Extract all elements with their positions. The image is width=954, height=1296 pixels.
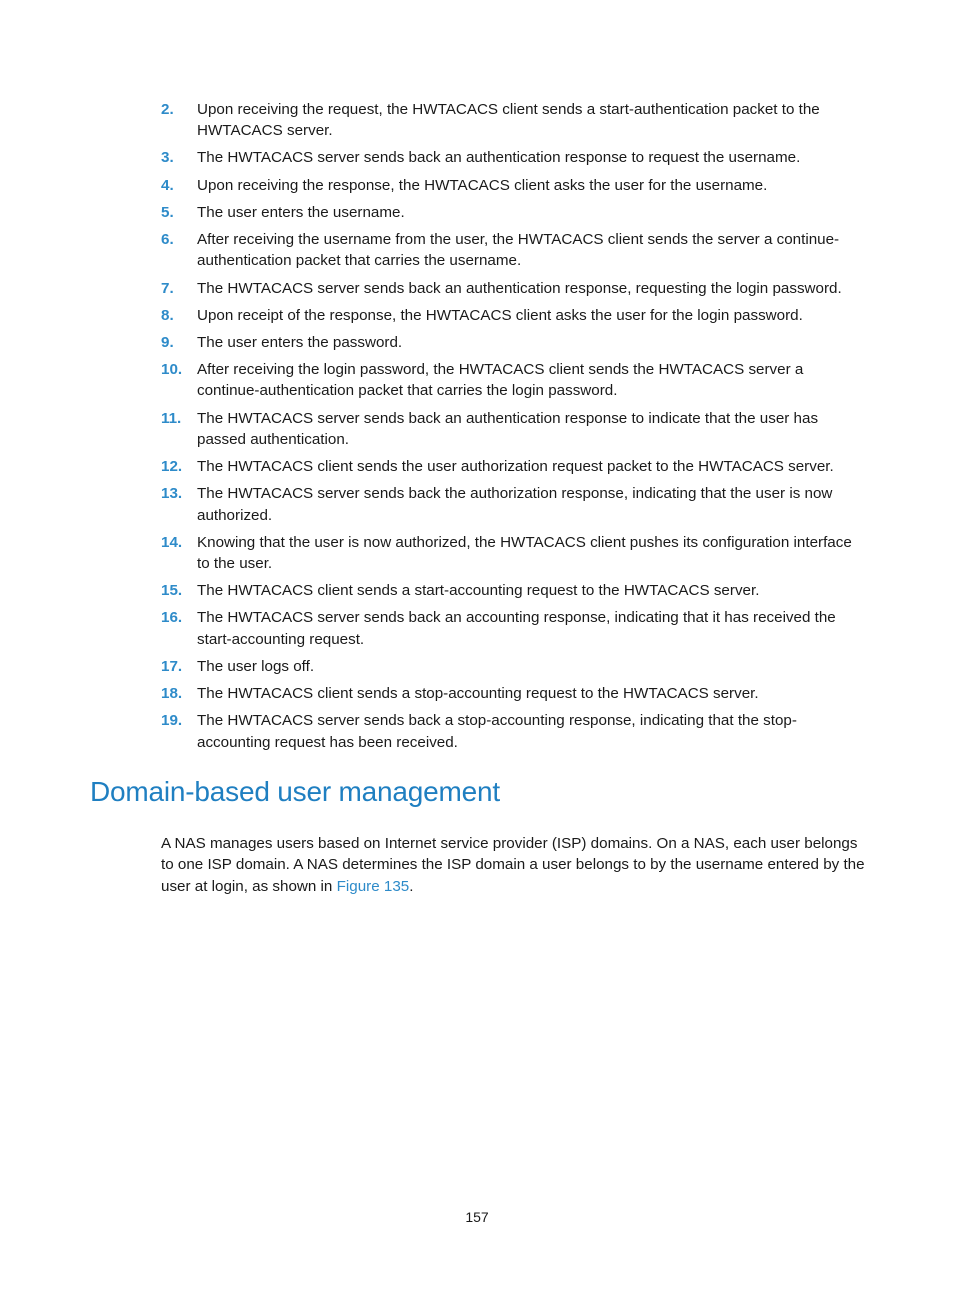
step-text: The HWTACACS server sends back a stop-accounting response, indicating that the stop-accounting request has been received. <box>197 712 797 751</box>
list-item <box>161 305 867 326</box>
figure-link[interactable]: Figure 135 <box>336 877 410 895</box>
step-text: Upon receipt of the response, the HWTACACS client asks the user for the login password. <box>197 306 803 324</box>
list-item <box>161 656 867 677</box>
section-heading: Domain-based user management <box>90 776 500 807</box>
step-number: 14. <box>161 533 183 551</box>
step-number: 3. <box>161 149 174 167</box>
list-item <box>161 278 867 299</box>
list-item <box>161 532 867 575</box>
step-number: 7. <box>161 279 174 297</box>
list-item <box>161 147 867 168</box>
step-text: The HWTACACS client sends the user authorization request packet to the HWTACACS server. <box>197 458 834 476</box>
step-text: The HWTACACS server sends back an authentication response, requesting the login password. <box>197 279 842 297</box>
step-text: The HWTACACS server sends back an authentication response to indicate that the user has passed authentication. <box>197 409 819 448</box>
step-text: The HWTACACS server sends back the authorization response, indicating that the user is now authorized. <box>197 485 833 524</box>
step-number: 6. <box>161 231 174 249</box>
step-number: 8. <box>161 306 174 324</box>
list-item <box>161 332 867 353</box>
step-text: Upon receiving the request, the HWTACACS client sends a start-authentication packet to the HWTACACS server. <box>197 101 820 140</box>
step-number: 19. <box>161 712 183 730</box>
step-number: 11. <box>161 409 182 427</box>
list-item <box>161 483 867 526</box>
step-text: The user enters the username. <box>197 203 405 221</box>
paragraph-text: A NAS manages users based on Internet service provider (ISP) domains. On a NAS, each user belongs to one ISP domain. A NAS determines the ISP domain a user belongs to by the username entered by the user at login, as shown in <box>161 835 865 895</box>
step-number: 9. <box>161 333 174 351</box>
list-item <box>161 229 867 272</box>
step-text: The HWTACACS server sends back an accounting response, indicating that it has received the start-accounting request. <box>197 609 836 648</box>
step-number: 5. <box>161 203 174 221</box>
step-text: After receiving the login password, the HWTACACS client sends the HWTACACS server a continue-authentication packet that carries the login password. <box>197 361 804 400</box>
step-text: The HWTACACS server sends back an authentication response to request the username. <box>197 149 801 167</box>
step-number: 18. <box>161 685 183 703</box>
list-item <box>161 408 867 451</box>
step-text: After receiving the username from the user, the HWTACACS client sends the server a continue-authentication packet that carries the username. <box>197 231 840 270</box>
step-text: The HWTACACS client sends a start-accounting request to the HWTACACS server. <box>197 582 760 600</box>
step-number: 2. <box>161 101 174 118</box>
list-item <box>161 202 867 223</box>
step-number: 16. <box>161 609 183 627</box>
list-item <box>161 99 867 142</box>
list-item <box>161 710 867 753</box>
list-item <box>161 580 867 601</box>
step-number: 17. <box>161 657 183 675</box>
step-number: 12. <box>161 458 183 476</box>
step-text: The user logs off. <box>197 657 315 675</box>
list-item <box>161 359 867 402</box>
step-text: Upon receiving the response, the HWTACACS client asks the user for the username. <box>197 176 768 194</box>
step-text: The HWTACACS client sends a stop-accounting request to the HWTACACS server. <box>197 685 759 703</box>
step-text: The user enters the password. <box>197 333 403 351</box>
paragraph-end: . <box>409 877 414 895</box>
section-paragraph <box>161 833 866 897</box>
step-number: 4. <box>161 176 174 194</box>
page-number: 157 <box>465 1209 489 1225</box>
step-text: Knowing that the user is now authorized, the HWTACACS client pushes its configuration interface to the user. <box>197 533 852 573</box>
step-number: 13. <box>161 485 183 503</box>
list-item <box>161 607 867 650</box>
step-number: 15. <box>161 582 183 600</box>
step-list <box>161 99 867 759</box>
list-item <box>161 456 867 477</box>
list-item <box>161 683 867 704</box>
step-number: 10. <box>161 361 183 379</box>
list-item <box>161 175 867 196</box>
